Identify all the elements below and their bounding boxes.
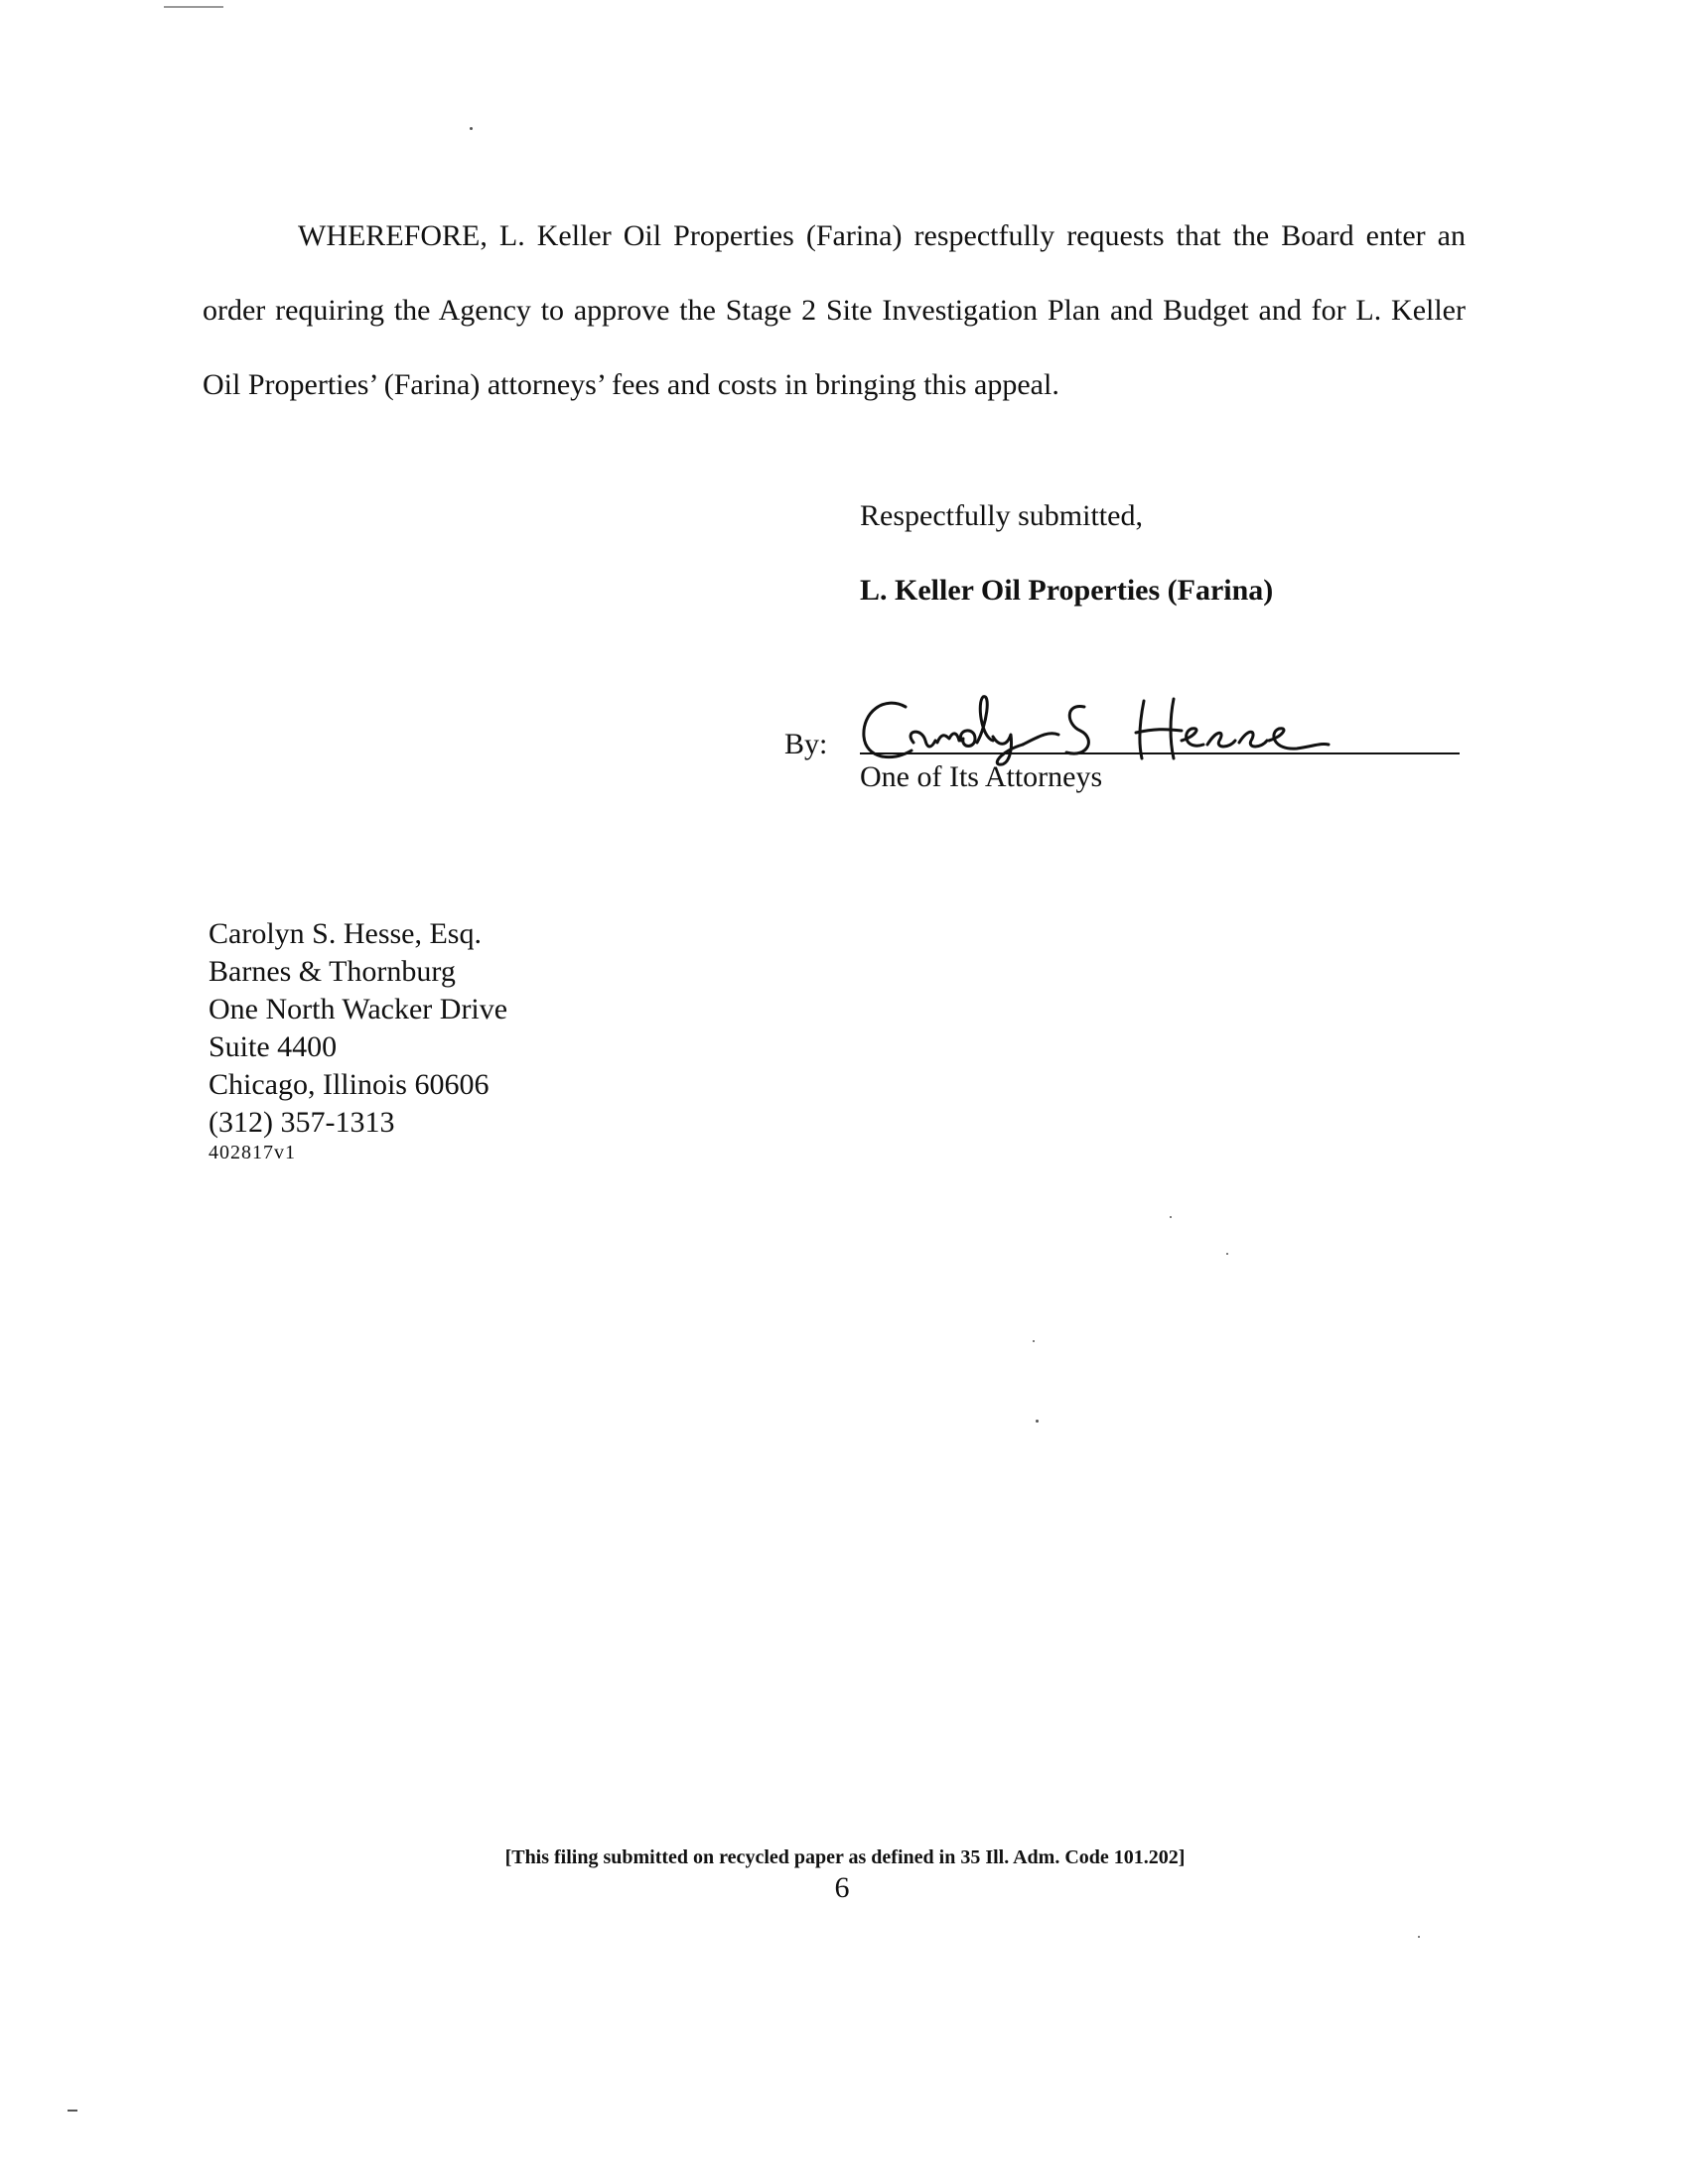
scan-speck: [1226, 1253, 1228, 1255]
closing-text: Respectfully submitted,: [860, 499, 1143, 532]
address-line: One North Wacker Drive: [209, 993, 508, 1025]
by-label: By:: [784, 728, 828, 760]
scan-speck: [1418, 1936, 1420, 1938]
address-line: Carolyn S. Hesse, Esq.: [209, 917, 482, 950]
address-line: Barnes & Thornburg: [209, 955, 456, 988]
signature-caption: One of Its Attorneys: [860, 760, 1103, 793]
scan-speck: [1033, 1340, 1035, 1342]
scan-speck: [1036, 1420, 1039, 1423]
scan-speck: [164, 6, 223, 8]
address-line: Chicago, Illinois 60606: [209, 1068, 490, 1101]
scan-speck: [470, 127, 473, 130]
address-line: (312) 357-1313: [209, 1106, 395, 1139]
scan-speck: [1170, 1216, 1172, 1218]
address-line: Suite 4400: [209, 1030, 338, 1063]
party-name: L. Keller Oil Properties (Farina): [860, 574, 1274, 607]
recycled-paper-note: [This filing submitted on recycled paper as defined in 35 Ill. Adm. Code 101.202]: [504, 1846, 1186, 1868]
scan-speck: [68, 2110, 77, 2112]
attorney-address-block: [209, 915, 507, 1142]
document-id: 402817v1: [209, 1142, 296, 1163]
page-number: 6: [834, 1871, 850, 1904]
wherefore-paragraph: WHEREFORE, L. Keller Oil Properties (Farina) respectfully requests that the Board enter an order requiring the Agency to approve the Stage 2 Site Investigation Plan and Budget and for L. Keller Oil Properties’ (Farina) attorneys’ fees and costs in bringing this appeal.: [203, 219, 1466, 401]
